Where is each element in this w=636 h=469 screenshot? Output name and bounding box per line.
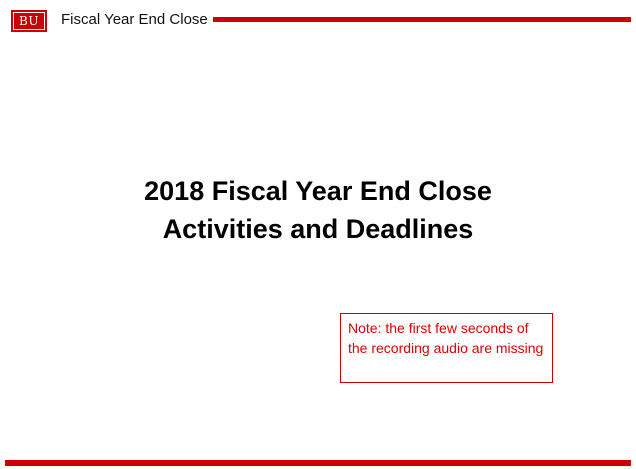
- bu-logo-text: BU: [13, 12, 45, 30]
- slide-title: [0, 172, 636, 248]
- header-title: Fiscal Year End Close: [61, 11, 208, 28]
- header-divider: [213, 17, 631, 22]
- note-box: Note: the first few seconds of the recording audio are missing: [340, 313, 553, 383]
- footer-divider: [5, 460, 631, 466]
- bu-logo: [11, 10, 47, 32]
- slide-title-line-2: Activities and Deadlines: [162, 214, 474, 244]
- slide-title-line-1: 2018 Fiscal Year End Close: [144, 176, 492, 206]
